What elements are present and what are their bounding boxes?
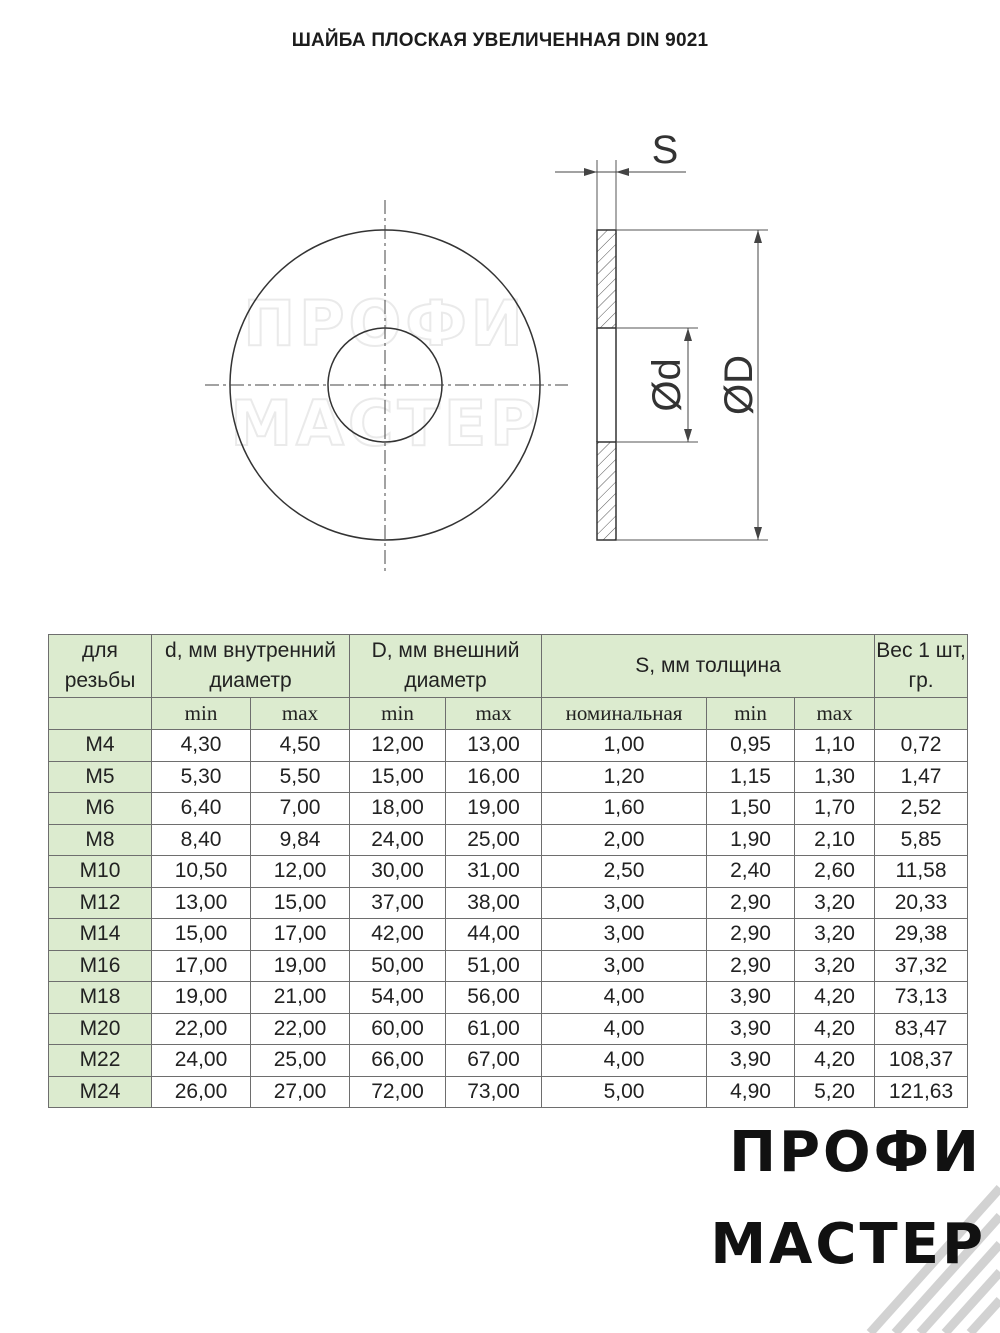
washer-section-view: [597, 160, 768, 540]
cell-s-max: 2,60: [795, 856, 875, 888]
dimension-D-label: ØD: [717, 355, 761, 415]
dimension-D: [717, 230, 762, 540]
subheader-weight-empty: [875, 698, 968, 730]
dimension-d: [645, 328, 692, 442]
cell-D-max: 38,00: [446, 887, 542, 919]
watermark-line-1: ПРОФИ: [243, 287, 527, 360]
table-row: [49, 919, 968, 951]
cell-D-max: 19,00: [446, 793, 542, 825]
table-row: [49, 793, 968, 825]
cell-s-nominal: 4,00: [542, 1045, 707, 1077]
cell-D-min: 50,00: [350, 950, 446, 982]
table-row: [49, 761, 968, 793]
subheader-d-max: max: [251, 698, 350, 730]
cell-s-nominal: 3,00: [542, 887, 707, 919]
cell-weight: 1,47: [875, 761, 968, 793]
cell-s-nominal: 2,00: [542, 824, 707, 856]
cell-s-max: 2,10: [795, 824, 875, 856]
cell-s-max: 4,20: [795, 982, 875, 1014]
spec-table: [48, 634, 968, 1108]
cell-d-min: 26,00: [152, 1076, 251, 1108]
cell-d-min: 15,00: [152, 919, 251, 951]
cell-s-max: 1,10: [795, 730, 875, 762]
cell-d-max: 4,50: [251, 730, 350, 762]
cell-d-min: 8,40: [152, 824, 251, 856]
cell-s-min: 3,90: [707, 1013, 795, 1045]
logo-line-1: ПРОФИ: [729, 1120, 982, 1185]
cell-s-min: 1,90: [707, 824, 795, 856]
cell-weight: 2,52: [875, 793, 968, 825]
brand-logo: [700, 1108, 1000, 1333]
cell-d-min: 10,50: [152, 856, 251, 888]
cell-D-min: 42,00: [350, 919, 446, 951]
cell-weight: 11,58: [875, 856, 968, 888]
cell-s-max: 4,20: [795, 1013, 875, 1045]
cell-d-max: 17,00: [251, 919, 350, 951]
table-row: [49, 950, 968, 982]
cell-s-min: 3,90: [707, 982, 795, 1014]
cell-D-min: 18,00: [350, 793, 446, 825]
cell-s-min: 2,90: [707, 919, 795, 951]
cell-d-min: 5,30: [152, 761, 251, 793]
cell-D-max: 25,00: [446, 824, 542, 856]
cell-D-min: 15,00: [350, 761, 446, 793]
cell-thread: M12: [49, 887, 152, 919]
cell-weight: 20,33: [875, 887, 968, 919]
cell-weight: 0,72: [875, 730, 968, 762]
cell-D-min: 37,00: [350, 887, 446, 919]
table-row: [49, 1045, 968, 1077]
cell-s-nominal: 2,50: [542, 856, 707, 888]
cell-D-max: 44,00: [446, 919, 542, 951]
cell-D-min: 54,00: [350, 982, 446, 1014]
cell-thread: M6: [49, 793, 152, 825]
page-title: ШАЙБА ПЛОСКАЯ УВЕЛИЧЕННАЯ DIN 9021: [291, 30, 709, 51]
cell-D-max: 51,00: [446, 950, 542, 982]
header-weight: Вес 1 шт, гр.: [875, 635, 968, 698]
cell-s-max: 3,20: [795, 887, 875, 919]
table-row: [49, 1013, 968, 1045]
watermark-line-2: МАСТЕР: [230, 387, 540, 460]
washer-drawing: [0, 0, 1000, 600]
cell-thread: M18: [49, 982, 152, 1014]
cell-d-max: 21,00: [251, 982, 350, 1014]
cell-d-min: 4,30: [152, 730, 251, 762]
cell-d-max: 12,00: [251, 856, 350, 888]
cell-thread: M8: [49, 824, 152, 856]
cell-d-max: 9,84: [251, 824, 350, 856]
dimension-s-label: S: [651, 128, 679, 172]
cell-s-nominal: 1,00: [542, 730, 707, 762]
cell-s-max: 3,20: [795, 950, 875, 982]
cell-s-nominal: 5,00: [542, 1076, 707, 1108]
cell-s-min: 2,90: [707, 887, 795, 919]
cell-D-max: 61,00: [446, 1013, 542, 1045]
cell-d-max: 22,00: [251, 1013, 350, 1045]
cell-s-min: 3,90: [707, 1045, 795, 1077]
cell-d-min: 19,00: [152, 982, 251, 1014]
cell-d-min: 24,00: [152, 1045, 251, 1077]
cell-D-max: 31,00: [446, 856, 542, 888]
cell-D-max: 73,00: [446, 1076, 542, 1108]
cell-D-max: 13,00: [446, 730, 542, 762]
dimension-s: [555, 128, 686, 176]
cell-s-nominal: 1,20: [542, 761, 707, 793]
cell-d-min: 17,00: [152, 950, 251, 982]
cell-s-min: 2,90: [707, 950, 795, 982]
subheader-D-min: min: [350, 698, 446, 730]
cell-s-min: 2,40: [707, 856, 795, 888]
cell-thread: M4: [49, 730, 152, 762]
cell-s-min: 1,50: [707, 793, 795, 825]
cell-s-max: 1,30: [795, 761, 875, 793]
cell-D-min: 60,00: [350, 1013, 446, 1045]
cell-d-min: 6,40: [152, 793, 251, 825]
cell-thread: M14: [49, 919, 152, 951]
cell-D-max: 16,00: [446, 761, 542, 793]
cell-s-nominal: 1,60: [542, 793, 707, 825]
table-row: [49, 1076, 968, 1108]
cell-weight: 5,85: [875, 824, 968, 856]
subheader-s-max: max: [795, 698, 875, 730]
subheader-s-min: min: [707, 698, 795, 730]
dimension-d-label: Ød: [645, 358, 689, 412]
table-row: [49, 887, 968, 919]
cell-d-max: 5,50: [251, 761, 350, 793]
cell-d-min: 22,00: [152, 1013, 251, 1045]
logo-line-2: МАСТЕР: [710, 1212, 986, 1277]
cell-s-max: 5,20: [795, 1076, 875, 1108]
cell-d-min: 13,00: [152, 887, 251, 919]
cell-s-nominal: 4,00: [542, 1013, 707, 1045]
cell-thread: M22: [49, 1045, 152, 1077]
cell-thread: M16: [49, 950, 152, 982]
cell-thread: M20: [49, 1013, 152, 1045]
cell-D-min: 24,00: [350, 824, 446, 856]
cell-weight: 37,32: [875, 950, 968, 982]
cell-thread: M5: [49, 761, 152, 793]
table-row: [49, 730, 968, 762]
cell-thread: M10: [49, 856, 152, 888]
cell-s-nominal: 4,00: [542, 982, 707, 1014]
cell-d-max: 27,00: [251, 1076, 350, 1108]
cell-s-nominal: 3,00: [542, 919, 707, 951]
table-row: [49, 982, 968, 1014]
cell-weight: 73,13: [875, 982, 968, 1014]
cell-D-min: 72,00: [350, 1076, 446, 1108]
cell-s-min: 1,15: [707, 761, 795, 793]
cell-d-max: 15,00: [251, 887, 350, 919]
cell-s-max: 1,70: [795, 793, 875, 825]
header-thickness: S, мм толщина: [542, 635, 875, 698]
cell-thread: M24: [49, 1076, 152, 1108]
cell-D-max: 56,00: [446, 982, 542, 1014]
subheader-s-nominal: номинальная: [542, 698, 707, 730]
subheader-empty: [49, 698, 152, 730]
subheader-D-max: max: [446, 698, 542, 730]
table-row: [49, 824, 968, 856]
cell-s-min: 0,95: [707, 730, 795, 762]
cell-D-min: 12,00: [350, 730, 446, 762]
cell-weight: 29,38: [875, 919, 968, 951]
cell-s-min: 4,90: [707, 1076, 795, 1108]
header-thread: для резьбы: [49, 635, 152, 698]
cell-D-max: 67,00: [446, 1045, 542, 1077]
cell-D-min: 30,00: [350, 856, 446, 888]
cell-weight: 83,47: [875, 1013, 968, 1045]
cell-D-min: 66,00: [350, 1045, 446, 1077]
cell-d-max: 25,00: [251, 1045, 350, 1077]
cell-s-nominal: 3,00: [542, 950, 707, 982]
cell-s-max: 4,20: [795, 1045, 875, 1077]
cell-s-max: 3,20: [795, 919, 875, 951]
cell-d-max: 19,00: [251, 950, 350, 982]
cell-d-max: 7,00: [251, 793, 350, 825]
cell-weight: 121,63: [875, 1076, 968, 1108]
cell-weight: 108,37: [875, 1045, 968, 1077]
table-body: [49, 730, 968, 1108]
table-row: [49, 856, 968, 888]
subheader-d-min: min: [152, 698, 251, 730]
header-inner-diameter: d, мм внутренний диаметр: [152, 635, 350, 698]
header-outer-diameter: D, мм внешний диаметр: [350, 635, 542, 698]
